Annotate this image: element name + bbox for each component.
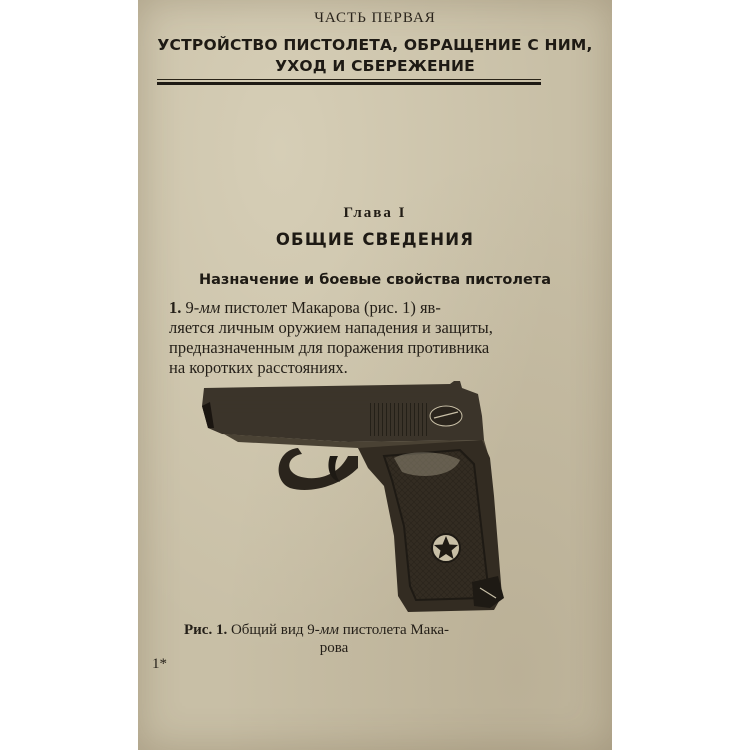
caption-part-1: Общий вид 9-: [230, 622, 320, 638]
book-page: [138, 0, 612, 750]
caliber-text: 9-: [185, 298, 200, 317]
section-title: Назначение и боевые свойства пистолета: [199, 272, 551, 288]
part-title-line-1: УСТРОЙСТВО ПИСТОЛЕТА, ОБРАЩЕНИЕ С НИМ,: [157, 36, 593, 54]
paragraph-line-1: [169, 298, 577, 318]
safety-lever: [430, 406, 462, 426]
signature-mark: 1*: [152, 656, 167, 672]
part-title: [138, 35, 612, 77]
figure-caption: [184, 621, 514, 657]
part-title-line-2: УХОД И СБЕРЕЖЕНИЕ: [275, 57, 475, 75]
paragraph-line-3: предназначенным для поражения противника: [169, 338, 490, 357]
caption-line-1: [184, 621, 514, 639]
chapter-label: Глава I: [343, 205, 407, 221]
header-rule-thick: [157, 82, 541, 85]
paragraph-number: 1.: [169, 298, 182, 317]
caption-line-2: рова: [319, 640, 349, 656]
header-rule-thin: [157, 79, 541, 80]
pistol-illustration: [198, 376, 508, 614]
slide-serrations: [368, 403, 428, 436]
paragraph-line-4: на коротких расстояниях.: [169, 358, 348, 377]
part-label: ЧАСТЬ ПЕРВАЯ: [314, 10, 436, 26]
trigger-guard: [279, 448, 358, 490]
paragraph-1: [169, 298, 577, 378]
caption-unit: мм: [319, 622, 339, 638]
caption-part-2: пистолета Мака-: [338, 622, 450, 638]
paragraph-line-2: ляется личным оружием нападения и защиты,: [169, 318, 493, 337]
chapter-title: ОБЩИЕ СВЕДЕНИЯ: [275, 230, 475, 249]
paragraph-line-1-rest: пистолет Макарова (рис. 1) яв-: [220, 298, 441, 317]
caliber-unit: мм: [199, 298, 221, 317]
figure-label: Рис. 1.: [184, 622, 228, 638]
